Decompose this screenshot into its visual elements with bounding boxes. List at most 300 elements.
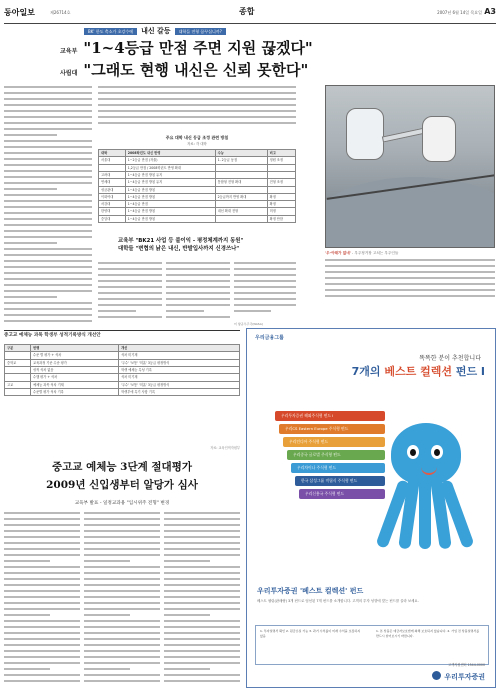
text-line <box>164 674 240 676</box>
newspaper-logo: 동아일보 <box>4 7 35 17</box>
text-line <box>84 662 160 664</box>
body-column-3b <box>84 512 160 688</box>
text-line <box>164 548 240 550</box>
table-cell <box>215 186 267 193</box>
text-line <box>84 614 130 616</box>
text-line <box>4 290 92 292</box>
text-line <box>98 104 296 106</box>
table-cell <box>99 164 126 171</box>
text-line <box>4 650 80 652</box>
text-line <box>4 668 50 670</box>
text-line <box>234 304 296 306</box>
text-line <box>164 620 240 622</box>
text-line <box>234 268 296 270</box>
fund-item: 우리CS Eastern Europe 주식형 펀드 <box>279 424 385 434</box>
text-line <box>4 278 92 280</box>
text-line <box>164 644 240 646</box>
text-line <box>164 560 210 562</box>
text-line <box>98 262 162 264</box>
text-line <box>84 620 160 622</box>
policy-table-body <box>99 157 296 223</box>
table-cell <box>5 388 31 395</box>
text-line <box>4 212 92 214</box>
table-header: 대학 <box>99 149 126 156</box>
text-line <box>325 277 495 279</box>
text-line <box>4 134 57 136</box>
text-line <box>84 524 160 526</box>
text-line <box>4 176 92 178</box>
text-line <box>84 584 160 586</box>
page-number: A3 <box>484 7 496 16</box>
text-line <box>4 596 80 598</box>
table-cell <box>5 352 31 359</box>
headline-1-speaker: 교육부 <box>60 48 78 55</box>
text-line <box>4 164 92 166</box>
text-line <box>4 644 80 646</box>
table-cell: 수준별 평가 석차 기록 <box>31 388 119 395</box>
table-header: 수능 <box>215 149 267 156</box>
text-line <box>4 524 80 526</box>
text-line <box>166 274 230 276</box>
sub-headline-line-1: 교육부 "BK21 사업 등 불이익 - 평정체계까지 동원" <box>118 238 244 244</box>
text-line <box>164 656 240 658</box>
table-cell: 2등급까지 반영 확대 <box>215 193 267 200</box>
text-line <box>4 104 92 106</box>
table-row <box>5 366 240 373</box>
text-line <box>4 572 80 574</box>
tentacle <box>419 479 431 549</box>
text-line <box>4 656 80 658</box>
text-line <box>325 265 495 267</box>
table-row <box>99 164 296 171</box>
text-line <box>4 548 80 550</box>
table-cell: 교육과정 기준 수준 평가 <box>31 359 119 366</box>
text-line <box>164 572 240 574</box>
text-line <box>4 518 80 520</box>
octopus-eye <box>407 445 419 459</box>
text-line <box>164 608 240 610</box>
text-line <box>4 320 92 322</box>
table-cell <box>215 215 267 222</box>
table-row <box>99 157 296 164</box>
table-cell: 연세대 <box>99 179 126 186</box>
text-line <box>164 650 240 652</box>
table-cell <box>5 366 31 373</box>
logo-mark-icon <box>432 671 441 680</box>
text-line <box>166 292 230 294</box>
table-cell: 1~4등급 만점 방침 유지 <box>125 179 215 186</box>
text-line <box>4 560 50 562</box>
text-line <box>84 512 160 514</box>
table-cell: 1~4등급 만점 방침 유지 <box>125 171 215 178</box>
text-line <box>4 116 92 118</box>
ad-footer-title: 우리투자증권 '베스트 컬렉션' 펀드 <box>257 587 364 595</box>
table-cell <box>215 171 267 178</box>
headline-2 <box>60 60 308 80</box>
text-line <box>4 254 92 256</box>
text-line <box>164 638 240 640</box>
table-cell: 성균관대 <box>99 186 126 193</box>
text-line <box>164 632 240 634</box>
text-line <box>166 304 230 306</box>
table-cell: 석차 미기재 <box>119 352 240 359</box>
photo-credit: 미 항공우주국(NASA) <box>234 322 263 326</box>
table-cell <box>215 201 267 208</box>
ad-notes-left: 1. 투자설명서 확인 2. 원금손실 가능 3. 과거 수익률이 미래 수익을 보장하지 않음 <box>260 629 361 638</box>
ad-tagline-1: 똑똑한 분이 추천합니다 <box>419 355 481 362</box>
octopus-mascot <box>369 419 479 579</box>
text-line <box>164 566 240 568</box>
arts-table-source: 자료: 교육인적자원부 <box>210 446 240 450</box>
ad-notes-box <box>255 625 489 665</box>
table-row <box>99 171 296 178</box>
text-line <box>98 304 162 306</box>
text-line <box>164 668 210 670</box>
fund-item: 우리신흥국 주식형 펀드 <box>299 489 385 499</box>
second-headline-line-2: 2009년 신입생부터 알당가 심사 <box>46 479 198 491</box>
text-line <box>4 242 57 244</box>
table-header: 2008학년도 내신 반영 <box>125 149 215 156</box>
table-cell: 중앙대 <box>99 215 126 222</box>
text-line <box>4 530 80 532</box>
text-line <box>325 271 495 273</box>
text-line <box>4 308 92 310</box>
text-line <box>4 188 57 190</box>
text-line <box>164 590 240 592</box>
kicker-right: 대학들 전형 꿈꾸십니까? <box>175 28 226 35</box>
table-row <box>5 374 240 381</box>
text-line <box>164 512 240 514</box>
text-line <box>98 292 162 294</box>
table-cell: 1~4등급 만점 <box>125 201 215 208</box>
table-cell <box>215 164 267 171</box>
text-line <box>98 280 162 282</box>
text-line <box>4 542 80 544</box>
text-line <box>4 662 80 664</box>
ad-tagline-2-pre: 7개의 <box>351 365 385 378</box>
table-cell: 수행 평가 + 석차 <box>31 374 119 381</box>
issue-date: 2007년 6월 14일 목요일 <box>437 10 482 15</box>
table-cell: 고려대 <box>99 171 126 178</box>
text-line <box>4 554 80 556</box>
table-header: 비고 <box>267 149 295 156</box>
text-line <box>4 200 92 202</box>
ad-logo <box>432 671 485 682</box>
astronaut-figure <box>346 108 384 160</box>
text-line <box>84 542 160 544</box>
masthead <box>4 4 496 24</box>
text-line <box>4 608 80 610</box>
ad-brand-top: 우리금융그룹 <box>255 335 284 341</box>
text-line <box>84 680 160 682</box>
text-line <box>98 86 296 88</box>
fund-advertisement <box>246 328 496 688</box>
text-line <box>4 590 80 592</box>
text-line <box>4 620 80 622</box>
text-line <box>164 578 240 580</box>
table-cell: 수준 별 평가 + 석차 <box>31 352 119 359</box>
body-column-3c <box>164 512 240 688</box>
text-line <box>4 260 92 262</box>
text-line <box>84 644 160 646</box>
text-line <box>164 584 240 586</box>
body-column-2c <box>234 262 296 318</box>
ad-footer-description: 베스트 셀링(판매량) 3개 펀드로 엄선된 7개 펀드를 소개합니다. 고객의 투자 성향에 맞는 펀드를 골라 보세요. <box>257 599 419 603</box>
text-line <box>4 248 92 250</box>
text-line <box>234 274 296 276</box>
table-cell: '우수' '보통' '미흡' 3등급 평정방식 <box>119 359 240 366</box>
table-cell: 전형 조정 <box>267 179 295 186</box>
text-line <box>4 302 92 304</box>
robotic-arm <box>382 127 426 142</box>
text-line <box>4 272 92 274</box>
text-line <box>84 668 130 670</box>
table-row <box>5 381 240 388</box>
text-line <box>4 128 92 130</box>
grading-table-body <box>5 352 240 396</box>
table-cell: 학생부에 특기 사항 기록 <box>119 388 240 395</box>
text-line <box>84 602 160 604</box>
text-line <box>98 110 296 112</box>
text-line <box>84 656 160 658</box>
table-row <box>5 359 240 366</box>
table-cell: 1~4등급 만점 방침 <box>125 215 215 222</box>
text-line <box>98 92 296 94</box>
text-line <box>4 218 92 220</box>
fund-item: 우리인디아 주식형 펀드 <box>283 437 385 447</box>
text-line <box>166 268 230 270</box>
text-line <box>4 638 80 640</box>
text-line <box>4 314 92 316</box>
text-line <box>164 680 240 682</box>
policy-table <box>98 149 296 223</box>
text-line <box>164 602 240 604</box>
text-line <box>84 530 160 532</box>
text-line <box>98 122 296 124</box>
text-line <box>4 224 92 226</box>
text-line <box>325 289 495 291</box>
text-line <box>166 310 204 312</box>
text-line <box>4 614 50 616</box>
kicker-left: BK' 한도 축소가 초강수에 <box>84 28 137 35</box>
octopus-head <box>391 423 461 485</box>
body-column-2b <box>166 262 230 326</box>
text-line <box>4 98 92 100</box>
text-line <box>164 524 240 526</box>
text-line <box>4 584 80 586</box>
text-line <box>84 548 160 550</box>
text-line <box>84 626 160 628</box>
grading-table <box>4 344 240 396</box>
text-line <box>4 602 80 604</box>
text-line <box>4 122 92 124</box>
octopus-eye <box>431 445 443 459</box>
table-header: 현행 <box>31 345 119 352</box>
text-line <box>84 566 160 568</box>
table-cell: 1. 2등급 동점 <box>215 157 267 164</box>
text-line <box>234 280 296 282</box>
second-headline-line-1: 중고교 예체능 3단계 절대평가 <box>52 461 192 473</box>
body-column-1 <box>4 86 92 326</box>
headline-2-text: "그래도 현행 내신은 신뢰 못한다" <box>83 61 309 79</box>
photo-caption-title: '우-아래가 없네' <box>325 251 351 255</box>
issue-number: 제26714호 <box>50 10 71 15</box>
table-cell: 정원 조정 <box>267 157 295 164</box>
text-line <box>166 286 230 288</box>
table-cell: 성적 석차 없음 <box>31 366 119 373</box>
text-line <box>4 92 92 94</box>
table-cell: 학생 예체능 특성 기록 <box>119 366 240 373</box>
text-line <box>4 146 92 148</box>
text-line <box>325 295 495 297</box>
table-cell: 한양대 <box>99 208 126 215</box>
table-cell: 이화여대 <box>99 193 126 200</box>
text-line <box>4 296 57 298</box>
text-line <box>166 298 230 300</box>
text-line <box>4 626 80 628</box>
body-column-2-top <box>98 86 296 132</box>
photo-caption <box>325 251 495 303</box>
ad-notes-right: 1. 본 상품은 예금자보호법에 의해 보호되지 않습니다. 2. 가입 전 상품설명서를 반드시 읽어보시기 바랍니다. <box>376 629 480 638</box>
table-cell: '우수' '보통' '미흡' 3등급 평정방식 <box>119 381 240 388</box>
text-line <box>84 536 160 538</box>
text-line <box>164 662 240 664</box>
table-cell: 1~4등급 만점 방침 <box>125 208 215 215</box>
text-line <box>4 512 80 514</box>
text-line <box>234 262 296 264</box>
text-line <box>98 98 296 100</box>
text-line <box>234 286 296 288</box>
ad-logo-text: 우리투자증권 <box>444 673 485 681</box>
ad-tagline-2-bold: 베스트 컬렉션 <box>384 365 452 378</box>
table-cell: 미정 <box>267 208 295 215</box>
text-line <box>325 283 495 285</box>
sub-headline-line-2: 대학들 "변협의 낡은 내신, 반발입사까지 신경쓰나" <box>118 246 240 252</box>
fund-item: 한국 삼성그룹 적립식 주식형 펀드 <box>295 476 385 486</box>
text-line <box>84 518 160 520</box>
table-header: 구분 <box>5 345 31 352</box>
text-line <box>4 284 92 286</box>
text-line <box>4 266 92 268</box>
ad-tagline-2-post: 펀드 Ⅰ <box>451 365 485 378</box>
text-line <box>4 170 92 172</box>
photo-caption-rest: - 우주정거장 고치는 우주인들 <box>350 251 399 255</box>
table-cell <box>267 171 295 178</box>
table-row <box>99 215 296 222</box>
text-line <box>98 286 162 288</box>
table-row <box>99 201 296 208</box>
table-cell <box>267 186 295 193</box>
text-line <box>4 140 92 142</box>
text-line <box>4 236 92 238</box>
text-line <box>164 542 240 544</box>
text-line <box>4 158 92 160</box>
text-line <box>4 230 92 232</box>
table-title: 주요 대학 내신 등급 조정 관련 방침 <box>165 135 229 140</box>
text-line <box>4 578 80 580</box>
text-line <box>98 316 162 318</box>
text-line <box>4 632 80 634</box>
table-cell: 내신 확대 전형 <box>215 208 267 215</box>
table-row <box>99 186 296 193</box>
section-name: 종합 <box>239 7 255 16</box>
table-row <box>99 208 296 215</box>
text-line <box>164 536 240 538</box>
text-line <box>98 268 162 270</box>
text-line <box>98 116 296 118</box>
text-line <box>84 572 160 574</box>
admission-policy-table <box>98 135 296 223</box>
table-cell: 1~2등급 만점 (자율) <box>125 157 215 164</box>
table-cell: 1~4등급 만점 방침 <box>125 186 215 193</box>
text-line <box>166 316 230 318</box>
headline-1-text: "1~4등급 만점 주면 지원 끊겠다" <box>83 39 313 57</box>
text-line <box>84 590 160 592</box>
table-cell: 서울대 <box>99 157 126 164</box>
text-line <box>4 536 80 538</box>
body-column-3a <box>4 512 80 688</box>
text-line <box>98 274 162 276</box>
octopus-mouth <box>421 467 437 475</box>
sub-headline <box>118 237 314 253</box>
space-station-photo <box>325 85 495 248</box>
text-line <box>4 674 80 676</box>
table-row <box>99 193 296 200</box>
text-line <box>84 554 160 556</box>
text-line <box>84 560 130 562</box>
text-line <box>164 626 240 628</box>
table-row <box>99 179 296 186</box>
text-line <box>4 566 80 568</box>
text-line <box>84 608 160 610</box>
kicker-row <box>84 27 324 36</box>
table-cell: 확정 안함 <box>267 215 295 222</box>
table-header: 개선 <box>119 345 240 352</box>
text-line <box>84 578 160 580</box>
text-line <box>84 638 160 640</box>
table-cell <box>267 164 295 171</box>
table-cell: 석차 미기재 <box>119 374 240 381</box>
text-line <box>166 280 230 282</box>
text-line <box>325 259 495 261</box>
text-line <box>98 298 162 300</box>
fund-item: 우리중국 글로벌 주식형 펀드 <box>287 450 385 460</box>
kicker-main: 내신 갈등 <box>141 26 171 35</box>
text-line <box>234 298 296 300</box>
second-deck: 교육부 발표 - 일정교과용 "입시위주 전형" 변경 <box>74 501 170 506</box>
text-line <box>164 614 210 616</box>
headline-1 <box>60 38 313 58</box>
table-cell: 중학교 <box>5 359 31 366</box>
text-line <box>4 206 92 208</box>
table-cell: 확정 <box>267 201 295 208</box>
arts-table-title: 중고교 예체능 과목 학생부 성적기록방식 개선안 <box>4 333 101 338</box>
text-line <box>84 596 160 598</box>
text-line <box>4 86 92 88</box>
text-line <box>4 182 92 184</box>
divider <box>4 330 240 331</box>
headline-2-speaker: 사립대 <box>60 70 78 77</box>
text-line <box>164 596 240 598</box>
table-cell: 서강대 <box>99 201 126 208</box>
text-line <box>166 262 230 264</box>
table-row <box>5 388 240 395</box>
table-cell: 통합형 전형 확대 <box>215 179 267 186</box>
text-line <box>164 518 240 520</box>
fund-item: 우리투자증권 해외주식형 펀드 I <box>275 411 385 421</box>
fund-item: 우리차이나 주식형 펀드 <box>291 463 385 473</box>
table-cell: 1~4등급 만점 방침 <box>125 193 215 200</box>
